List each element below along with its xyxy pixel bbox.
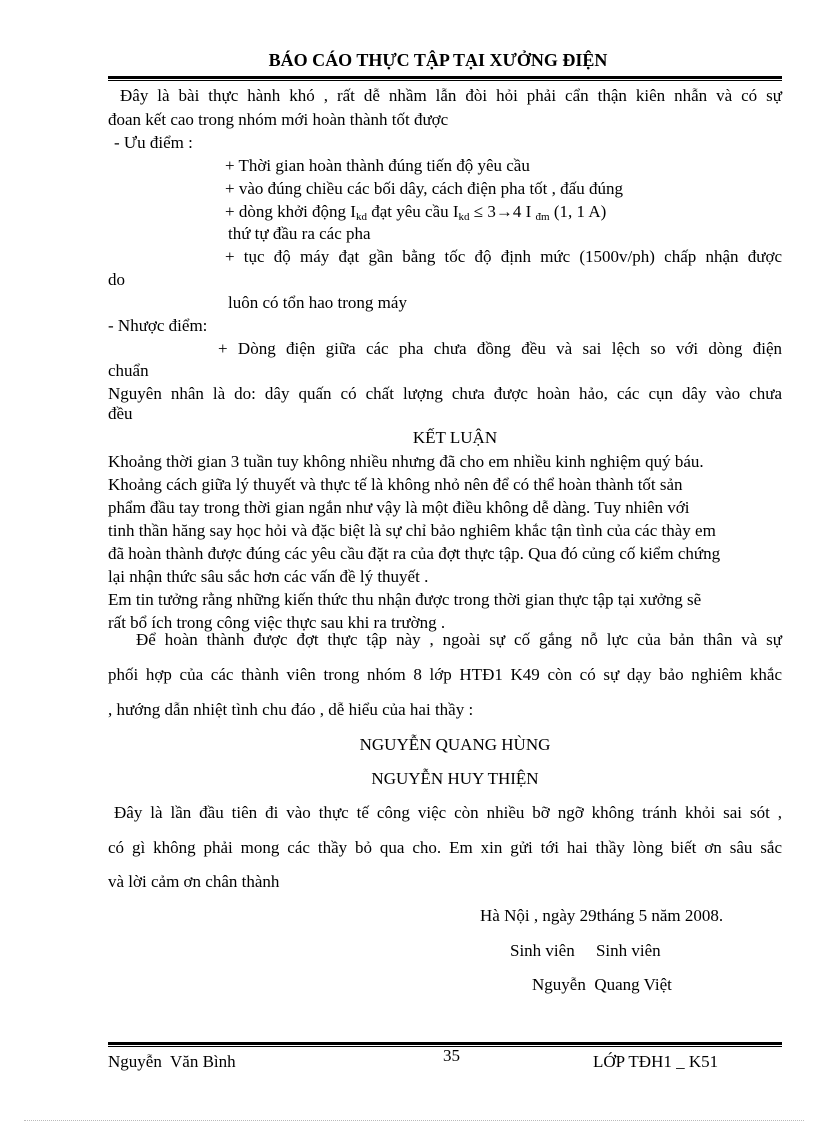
header-rule: [108, 76, 782, 79]
cause-line-2: đều: [108, 404, 133, 423]
disadvantage-item-1: [218, 339, 782, 359]
adv3-sub1: kd: [355, 211, 367, 223]
conclusion-p1-line: Khoảng cách giữa lý thuyết và thực tế là không nhỏ nên để có thể hoàn thành tốt sản: [108, 475, 683, 494]
advantage-item-4-cont1: do: [108, 270, 125, 289]
advantage-item-2: + vào đúng chiều các bối dây, cách điện pha tốt , đấu đúng: [225, 179, 623, 198]
advantage-item-1: + Thời gian hoàn thành đúng tiến độ yêu cầu: [225, 156, 530, 175]
conclusion-p3-text-1: Để hoàn thành được đợt thực tập này , ngoài sự cố gắng nỗ lực của bản thân và sự: [136, 630, 782, 649]
conclusion-p3-line-1: [108, 630, 782, 650]
advantage-item-4: [225, 247, 782, 267]
conclusion-p4-line-1: [108, 803, 782, 823]
disadvantage-item-1-text: + Dòng điện giữa các pha chưa đồng đều và sai lệch so với dòng điện: [218, 339, 782, 358]
page-header-title: BÁO CÁO THỰC TẬP TẠI XƯỞNG ĐIỆN: [268, 50, 608, 70]
footer-author: Nguyễn Văn Bình: [108, 1052, 236, 1071]
conclusion-p1-line: Khoảng thời gian 3 tuần tuy không nhiều nhưng đã cho em nhiều kinh nghiệm quý báu.: [108, 452, 704, 471]
page-edge: [24, 1120, 804, 1121]
conclusion-p4-text-1: Đây là lần đầu tiên đi vào thực tế công việc còn nhiều bỡ ngỡ không tránh khỏi sai sót ,: [114, 803, 782, 822]
signature-role: Sinh viên Sinh viên: [510, 941, 661, 960]
conclusion-p2-line: rất bổ ích trong công việc thực sau khi ra trường .: [108, 613, 446, 632]
advantage-item-4-cont2: luôn có tổn hao trong máy: [228, 293, 407, 312]
adv3-pre: + dòng khởi động I: [225, 202, 356, 221]
header-rule-thin: [108, 80, 782, 81]
conclusion-p1-line: phẩm đầu tay trong thời gian ngắn như vậy là một điều không dễ dàng. Tuy nhiên với: [108, 498, 690, 517]
advantages-label: - Ưu điểm :: [114, 133, 193, 152]
conclusion-p3-line-2: [108, 665, 782, 685]
conclusion-p3-text-2: phối hợp của các thành viên trong nhóm 8 lớp HTĐ1 K49 còn có sự dạy bảo nghiêm khắc: [108, 665, 782, 684]
advantage-item-3-cont: thứ tự đầu ra các pha: [228, 224, 371, 243]
conclusion-p1-line: lại nhận thức sâu sắc hơn các vấn đề lý thuyết .: [108, 567, 429, 586]
adv3-mid: đạt yêu cầu I: [366, 202, 459, 221]
adv3-sub2: kd: [458, 211, 470, 223]
intro-line-1: Đây là bài thực hành khó , rất dễ nhầm lẫn đòi hỏi phải cẩn thận kiên nhẫn và có sự: [120, 86, 782, 105]
conclusion-p4-line-3: và lời cảm ơn chân thành: [108, 872, 280, 891]
disadvantage-item-1-cont: chuẩn: [108, 361, 149, 380]
conclusion-p1-line: tinh thần hăng say học hỏi và đặc biệt là sự chỉ bảo nghiêm khắc tận tình của các thày em: [108, 521, 716, 540]
adv3-post: (1, 1 A): [549, 202, 607, 221]
conclusion-p4-line-2: [108, 838, 782, 858]
advantage-item-4-text: + tục độ máy đạt gần bằng tốc độ định mức (1500v/ph) chấp nhận được: [225, 247, 782, 266]
footer-page-number: 35: [443, 1046, 460, 1065]
adv3-sub3: đm: [535, 211, 550, 223]
conclusion-paragraph-1: [108, 450, 768, 634]
intro-paragraph: [108, 86, 782, 106]
conclusion-p2-line: Em tin tưởng rằng những kiến thức thu nhận được trong thời gian thực tập tại xưởng sẽ: [108, 590, 702, 609]
adv3-mid2: ≤ 3→4 I: [469, 202, 536, 221]
signature-name: Nguyễn Quang Việt: [532, 975, 672, 994]
cause-line-1: [108, 384, 782, 404]
cause-line-1-text: Nguyên nhân là do: dây quấn có chất lượng chưa được hoàn hảo, các cụn dây vào chưa: [108, 384, 782, 403]
footer-rule: [108, 1042, 782, 1045]
conclusion-p4-text-2: có gì không phải mong các thầy bỏ qua cho. Em xin gửi tới hai thầy lòng biết ơn sâu sắc: [108, 838, 782, 857]
footer-class: LỚP TĐH1 _ K51: [593, 1052, 719, 1071]
intro-line-2: đoan kết cao trong nhóm mới hoàn thành tốt được: [108, 110, 449, 129]
conclusion-p3-line-3: , hướng dẫn nhiệt tình chu đáo , dễ hiểu của hai thầy :: [108, 700, 474, 719]
conclusion-p1-line: đã hoàn thành được đúng các yêu cầu đặt ra của đợt thực tập. Qua đó củng cố kiểm chứng: [108, 544, 721, 563]
conclusion-title: KẾT LUẬN: [412, 428, 498, 447]
disadvantages-label: - Nhược điểm:: [108, 316, 208, 335]
teacher-name-1: NGUYỄN QUANG HÙNG: [359, 735, 551, 754]
advantage-item-3: [225, 202, 606, 223]
teacher-name-2: NGUYỄN HUY THIỆN: [371, 769, 539, 788]
signature-date: Hà Nội , ngày 29tháng 5 năm 2008.: [480, 906, 724, 925]
